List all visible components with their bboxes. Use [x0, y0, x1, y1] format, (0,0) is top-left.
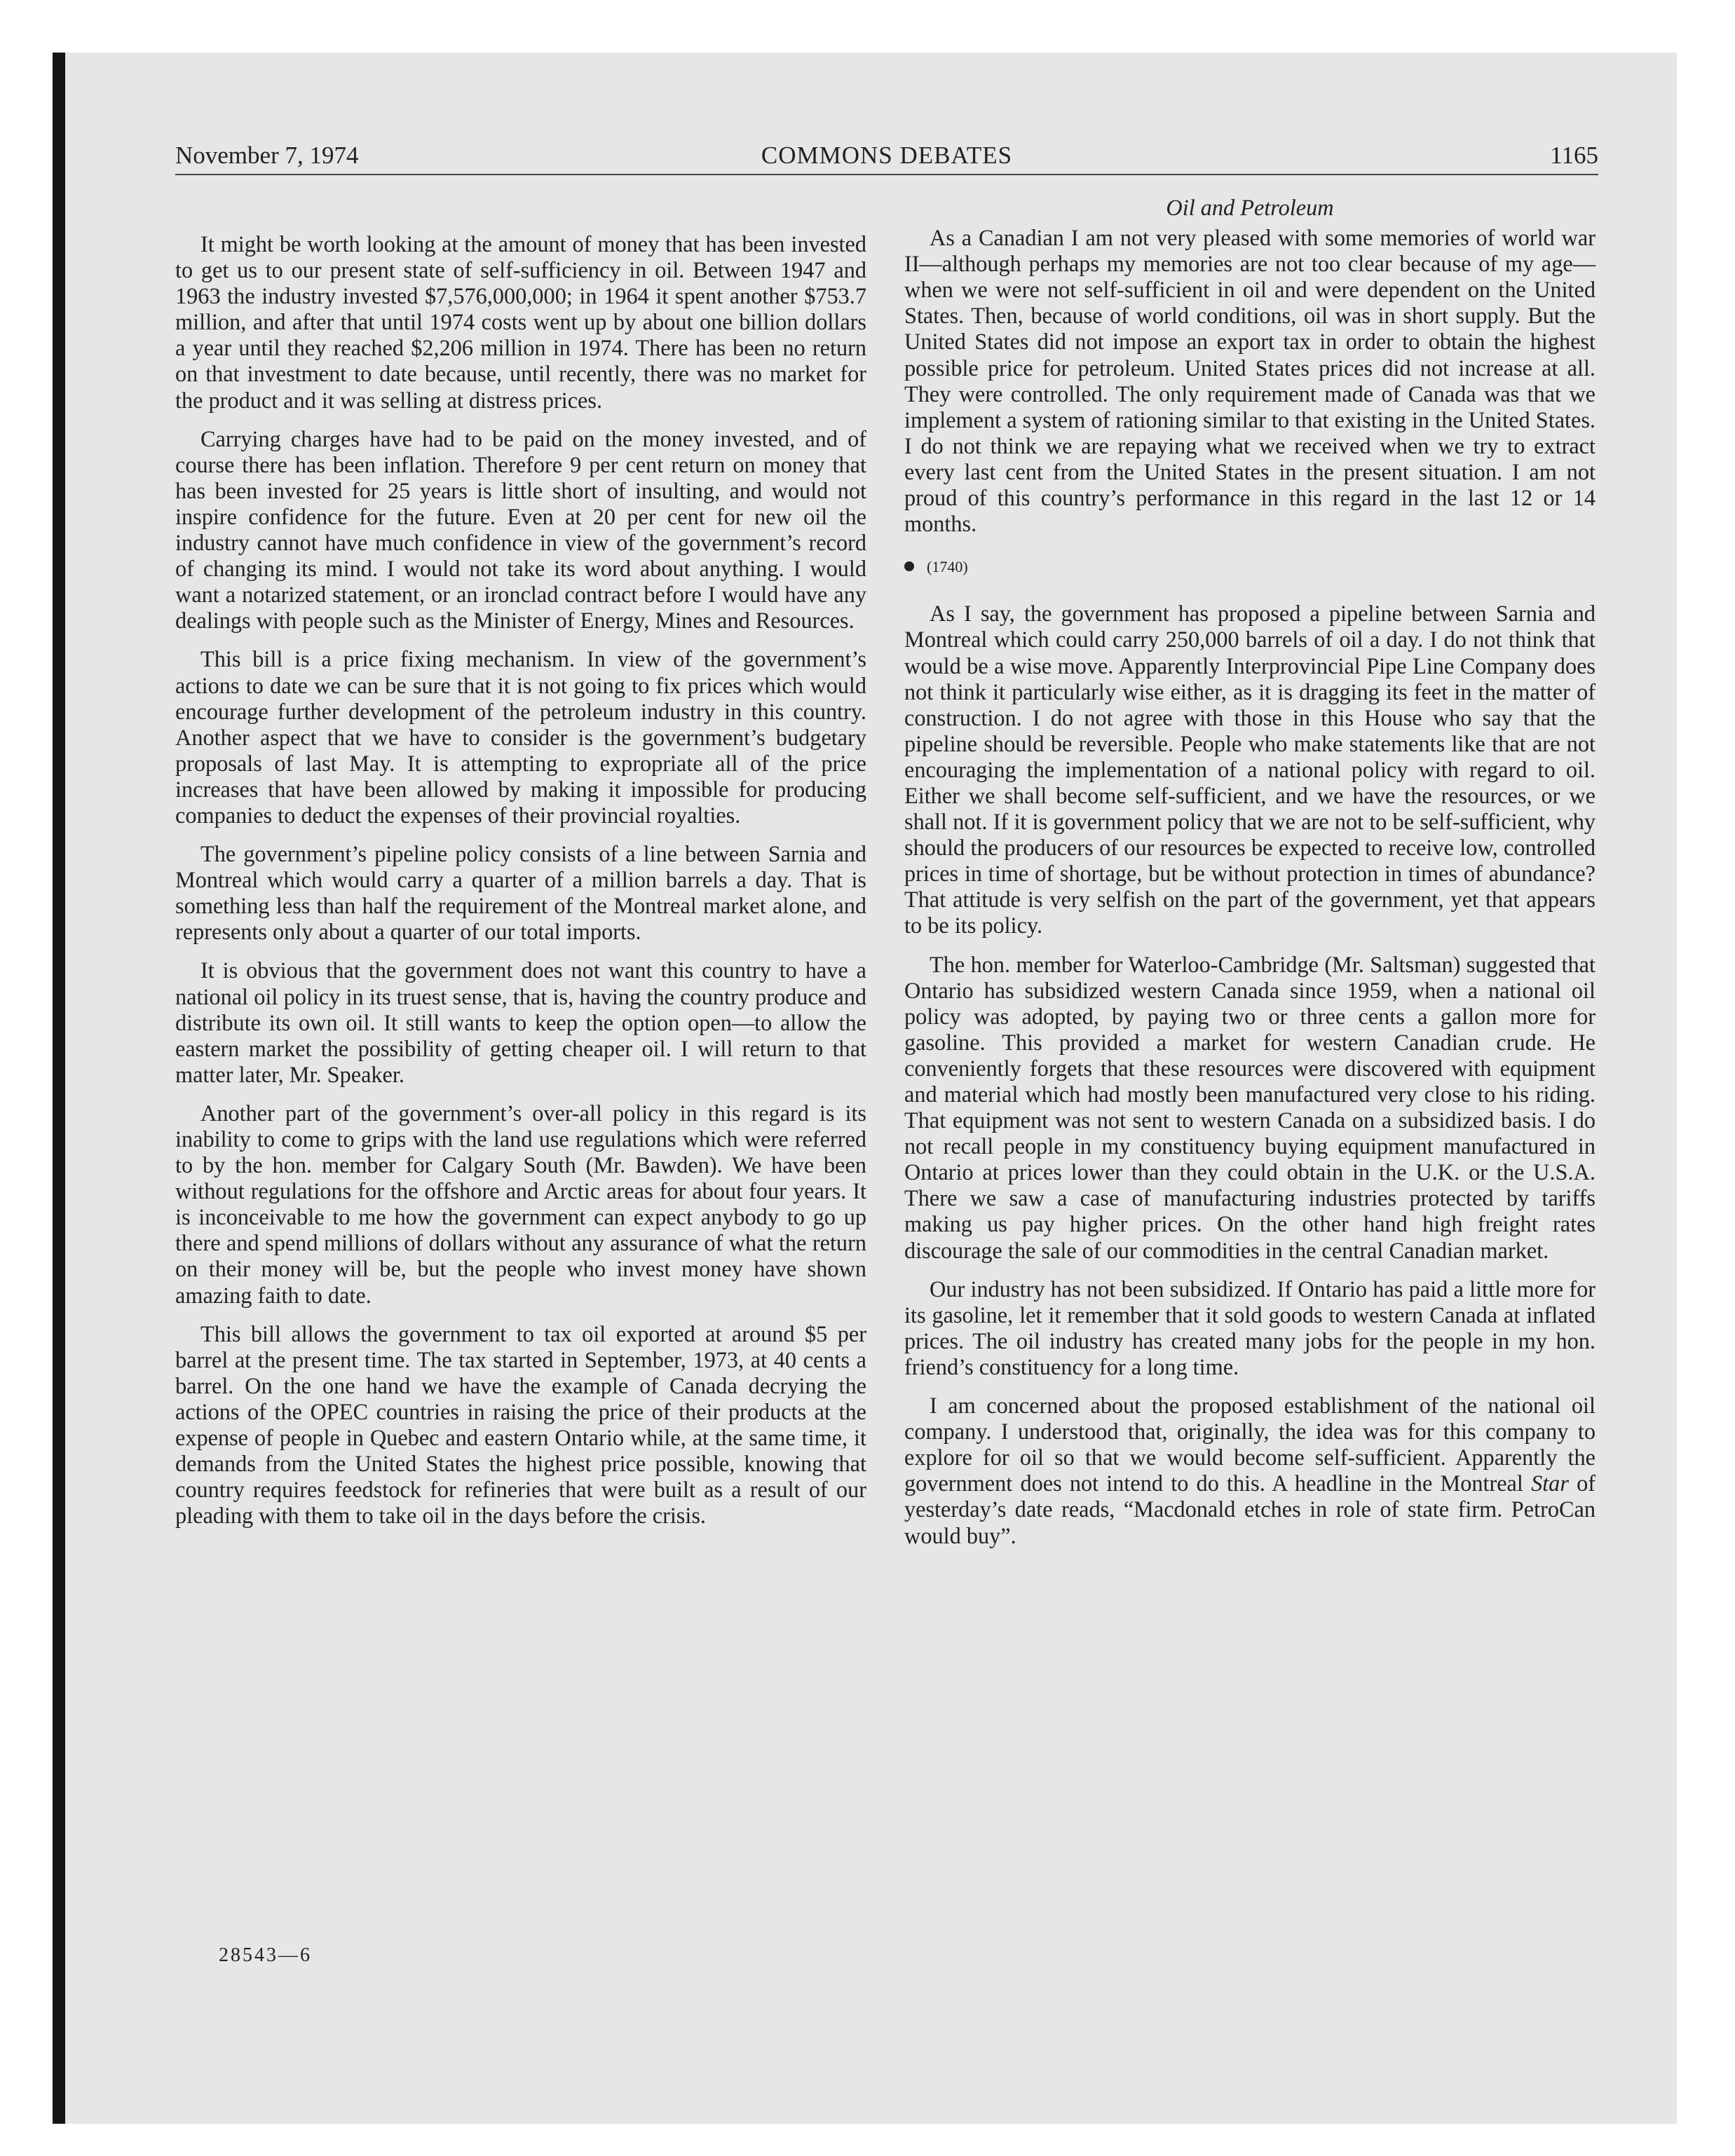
paragraph: It is obvious that the government does not want this country to have a national oil policy in its truest sense, that is, having the country produce and distribute its own oil. It still wants to keep the option open—to allow the eastern market the possibility of getting cheaper oil. I will return to that matter later, Mr. Speaker.: [175, 957, 866, 1087]
time-marker-text: (1740): [927, 558, 968, 576]
paragraph: [904, 1393, 1595, 1549]
header-title: COMMONS DEBATES: [761, 142, 1013, 169]
paragraph: It might be worth looking at the amount of money that has been invested to get us to our present state of self-sufficiency in oil. Between 1947 and 1963 the industry invested $7,576,000,000; in 1964 it spent another $753.7 million, and after that until 1974 costs went up by about one billion dollars a year until they reached $2,206 million in 1974. There has been no return on that investment to date because, until recently, there was no market for the product and it was selling at distress prices.: [175, 231, 866, 413]
newspaper-name: Star: [1531, 1471, 1569, 1496]
scan-edge: [53, 53, 65, 2124]
footer-code: 28543—6: [219, 1944, 312, 1966]
paragraph: Our industry has not been subsidized. If Ontario has paid a little more for its gasoline, let it remember that it sold goods to western Canada at inflated prices. The oil industry has created many jobs for the people in my hon. friend’s constituency for a long time.: [904, 1276, 1595, 1379]
left-column: [175, 231, 866, 1541]
paragraph-text: of yesterday’s date reads, “Macdonald etches in role of state firm. PetroCan would buy”.: [904, 1471, 1596, 1548]
paragraph: The hon. member for Waterloo-Cambridge (Mr. Saltsman) suggested that Ontario has subsidized western Canada since 1959, when a national oil policy was adopted, by paying two or three cents a gallon more for gasoline. This provided a market for western Canadian crude. He conveniently forgets that these resources were discovered with equipment and material which had mostly been manufactured very close to his riding. That equipment was not sent to western Canada on a subsidized basis. I do not recall people in my constituency buying equipment manufactured in Ontario at prices lower than they could obtain in the U.K. or the U.S.A. There we saw a case of manufacturing industries protected by tariffs making us pay higher prices. On the other hand high freight rates discourage the sale of our commodities in the central Canadian market.: [904, 951, 1595, 1263]
paragraph: The government’s pipeline policy consists of a line between Sarnia and Montreal which would carry a quarter of a million barrels a day. That is something less than half the requirement of the Montreal market alone, and represents only about a quarter of our total imports.: [175, 841, 866, 945]
header-date: November 7, 1974: [175, 142, 359, 169]
paragraph: Carrying charges have had to be paid on the money invested, and of course there has been inflation. Therefore 9 per cent return on money that has been invested for 25 years is little short of insulting, and would not inspire confidence for the future. Even at 20 per cent for new oil the industry cannot have much confidence in view of the government’s record of changing its mind. I would not take its word about anything. I would want a notarized statement, or an ironclad contract before I would have any dealings with people such as the Minister of Energy, Mines and Resources.: [175, 425, 866, 634]
bullet-icon: [904, 561, 914, 571]
paragraph-text: I am concerned about the proposed establishment of the national oil company. I understood that, originally, the idea was for this company to explore for oil so that we would become self-sufficient. Apparently the government does not intend to do this. A headline in the Montreal: [904, 1393, 1595, 1496]
running-header: [175, 140, 1598, 175]
paragraph: This bill allows the government to tax oil exported at around $5 per barrel at the present time. The tax started in September, 1973, at 40 cents a barrel. On the one hand we have the example of Canada decrying the actions of the OPEC countries in raising the price of their products at the expense of people in Quebec and eastern Ontario while, at the same time, it demands from the United States the highest price possible, knowing that country requires feedstock for refineries that were built as a result of our pleading with them to take oil in the days before the crisis.: [175, 1321, 866, 1529]
right-column: [904, 195, 1595, 1562]
paragraph: This bill is a price fixing mechanism. In view of the government’s actions to date we can be sure that it is not going to fix prices which would encourage further development of the petroleum industry in this country. Another aspect that we have to consider is the government’s budgetary proposals of last May. It is attempting to expropriate all of the price increases that have been allowed by making it impossible for producing companies to deduct the expenses of their provincial royalties.: [175, 646, 866, 828]
paragraph: As a Canadian I am not very pleased with some memories of world war II—although perhaps my memories are not too clear because of my age—when we were not self-sufficient in oil and were dependent on the United States. Then, because of world conditions, oil was in short supply. But the United States did not impose an export tax in order to obtain the highest possible price for petroleum. United States prices did not increase at all. They were controlled. The only requirement made of Canada was that we implement a system of rationing similar to that existing in the United States. I do not think we are repaying what we received when we try to extract every last cent from the United States in the present situation. I am not proud of this country’s performance in this regard in the last 12 or 14 months.: [904, 225, 1595, 537]
time-marker: [904, 554, 1595, 580]
paragraph: Another part of the government’s over-all policy in this regard is its inability to come to grips with the land use regulations which were referred to by the hon. member for Calgary South (Mr. Bawden). We have been without regulations for the offshore and Arctic areas for about four years. It is inconceivable to me how the government can expect anybody to go up there and spend millions of dollars without any assurance of what the return on their money will be, but the people who invest money have shown amazing faith to date.: [175, 1100, 866, 1308]
page-number: 1165: [1550, 142, 1598, 169]
section-heading: Oil and Petroleum: [1166, 195, 1334, 220]
paragraph: As I say, the government has proposed a pipeline between Sarnia and Montreal which could carry 250,000 barrels of oil a day. I do not think that would be a wise move. Apparently Interprovincial Pipe Line Company does not think it particularly wise either, as it is dragging its feet in the matter of construction. I do not agree with those in this House who say that the pipeline should be reversible. People who make statements like that are not encouraging the implementation of a national policy with regard to oil. Either we shall become self-sufficient, and we have the resources, or we shall not. If it is government policy that we are not to be self-sufficient, why should the producers of our resources be expected to receive low, controlled prices in time of shortage, but be without protection in times of abundance? That attitude is very selfish on the part of the government, yet that appears to be its policy.: [904, 601, 1595, 939]
